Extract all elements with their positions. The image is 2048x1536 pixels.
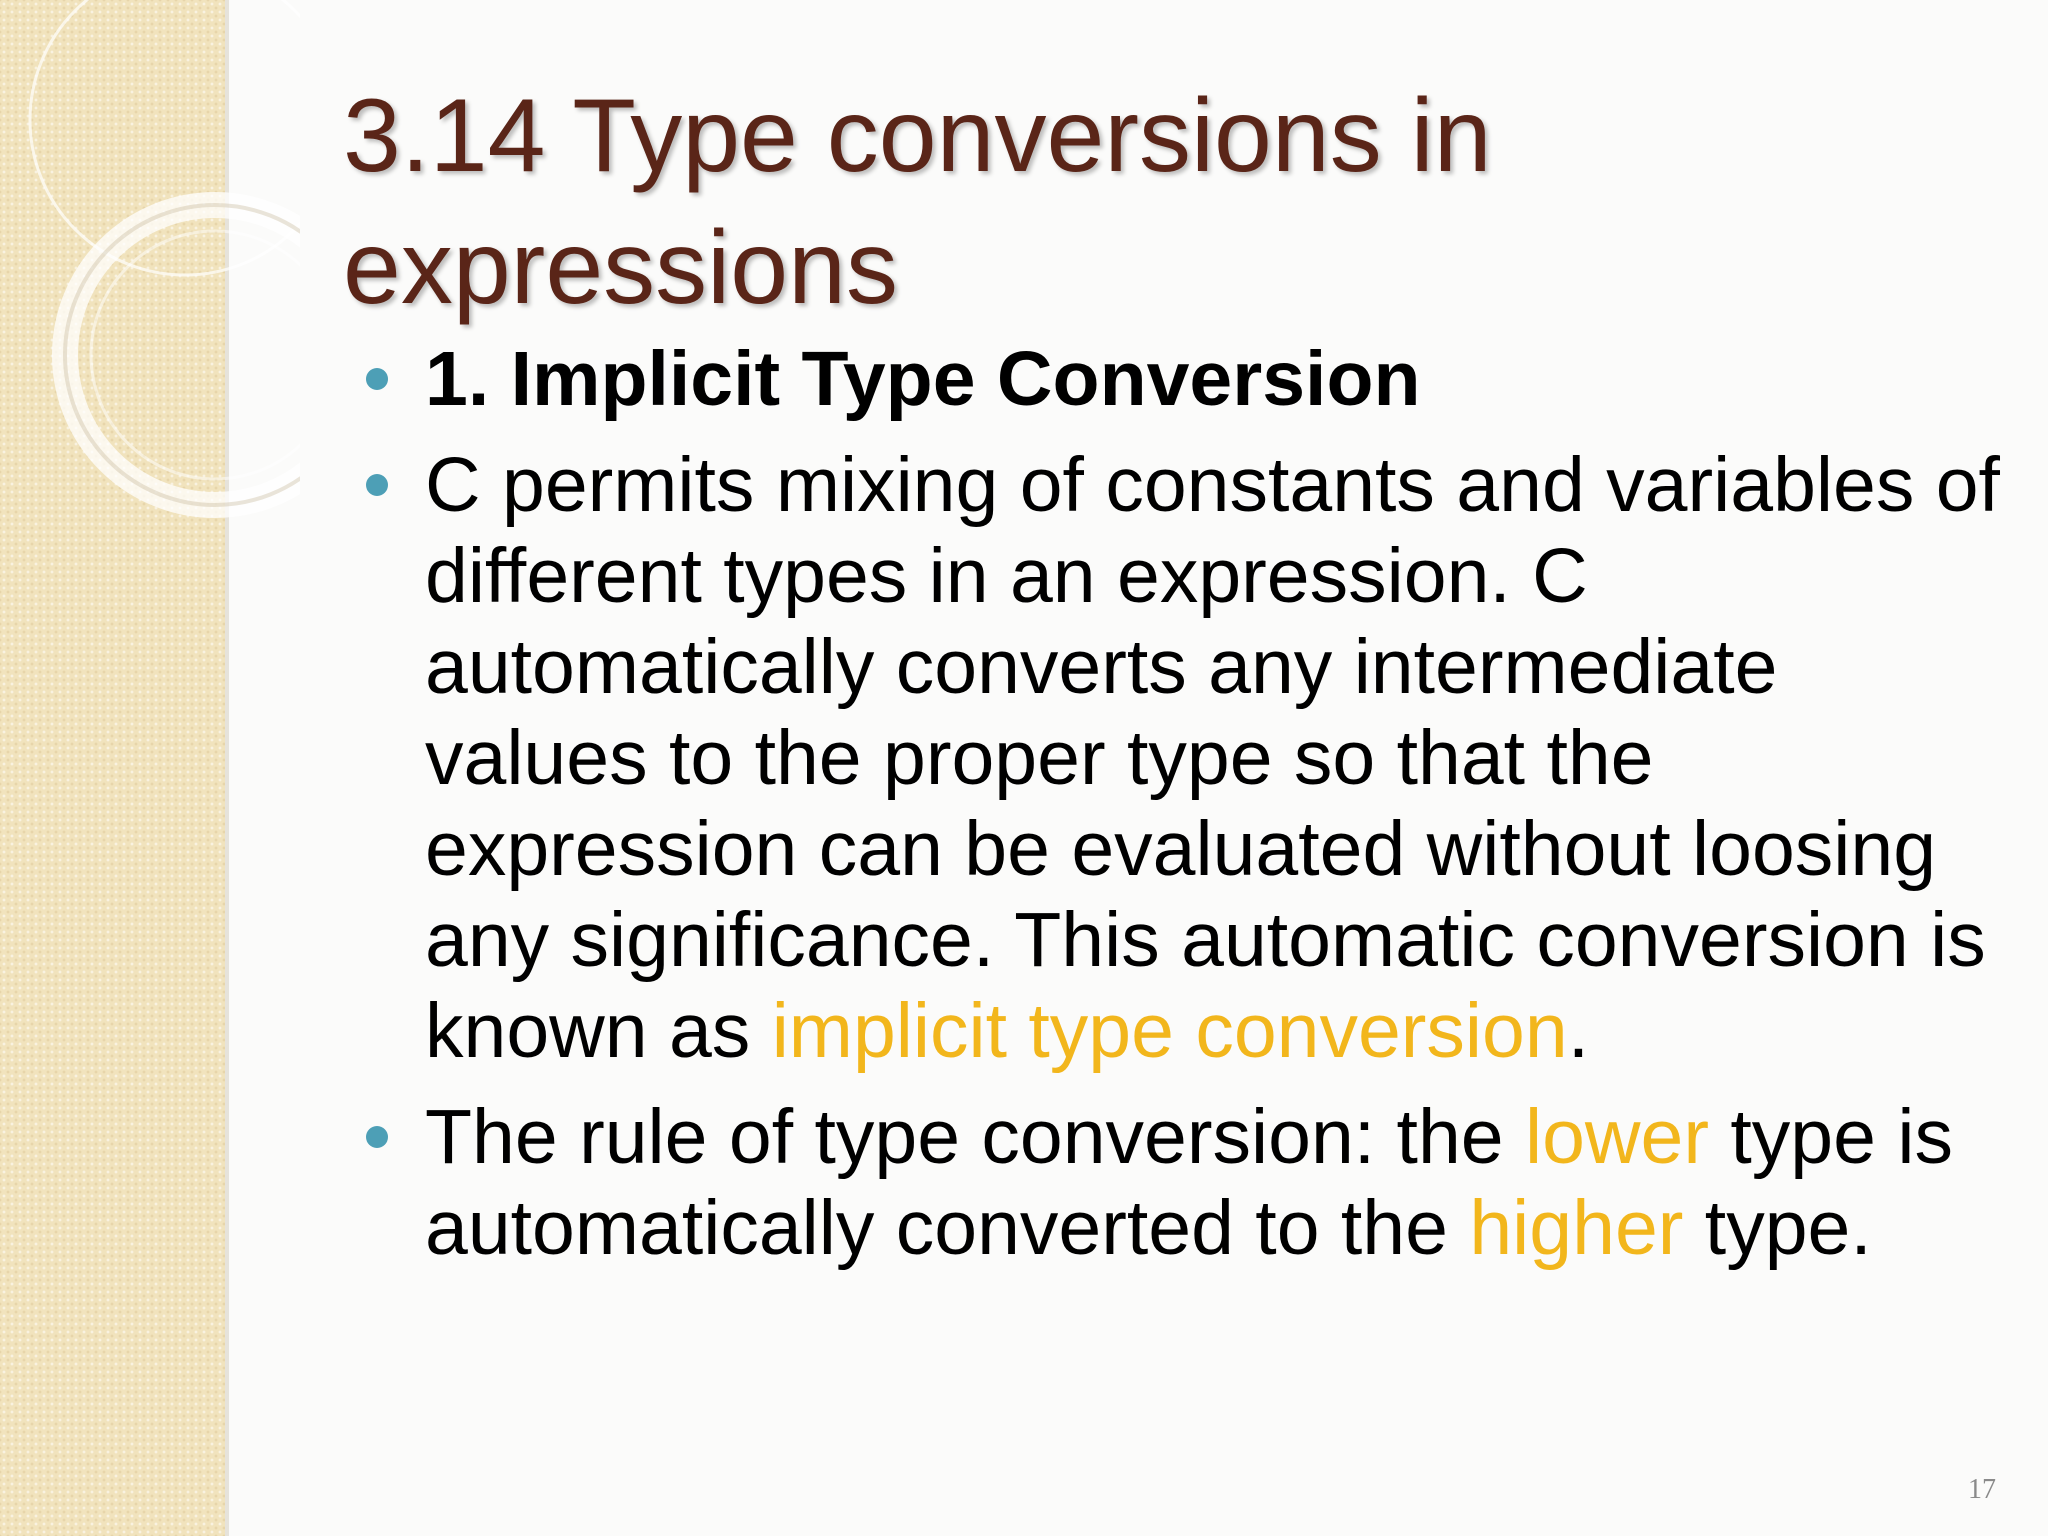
slide-number: 17 (1968, 1474, 1996, 1505)
bullet-text: C permits mixing of constants and variables of different types in an expression. C automatically converts any intermediate values to the proper type so that the expression can be evaluated without loosing any significance. This automatic conversion is known as (425, 442, 2000, 1074)
slide-title: 3.14 Type conversions in expressions (343, 78, 1492, 326)
bullet-dot-icon (366, 474, 388, 496)
highlight-term-higher: higher (1469, 1185, 1684, 1271)
bullet-text-middle: type is automatically converted to the (425, 1094, 1953, 1271)
bullet-list (366, 334, 2006, 1289)
bullet-item (366, 1092, 2006, 1274)
bullet-text: The rule of type conversion: the (425, 1094, 1525, 1180)
decorative-rings-icon (0, 0, 300, 520)
bullet-dot-icon (366, 1126, 388, 1148)
bullet-text-end: type. (1683, 1185, 1872, 1271)
bullet-item (366, 440, 2006, 1077)
bullet-item (366, 334, 2006, 425)
highlight-term-lower: lower (1525, 1094, 1710, 1180)
bullet-text-end: . (1567, 988, 1590, 1074)
bullet-heading: 1. Implicit Type Conversion (425, 336, 1421, 422)
bullet-dot-icon (366, 368, 388, 390)
highlight-term: implicit type conversion (771, 988, 1568, 1074)
